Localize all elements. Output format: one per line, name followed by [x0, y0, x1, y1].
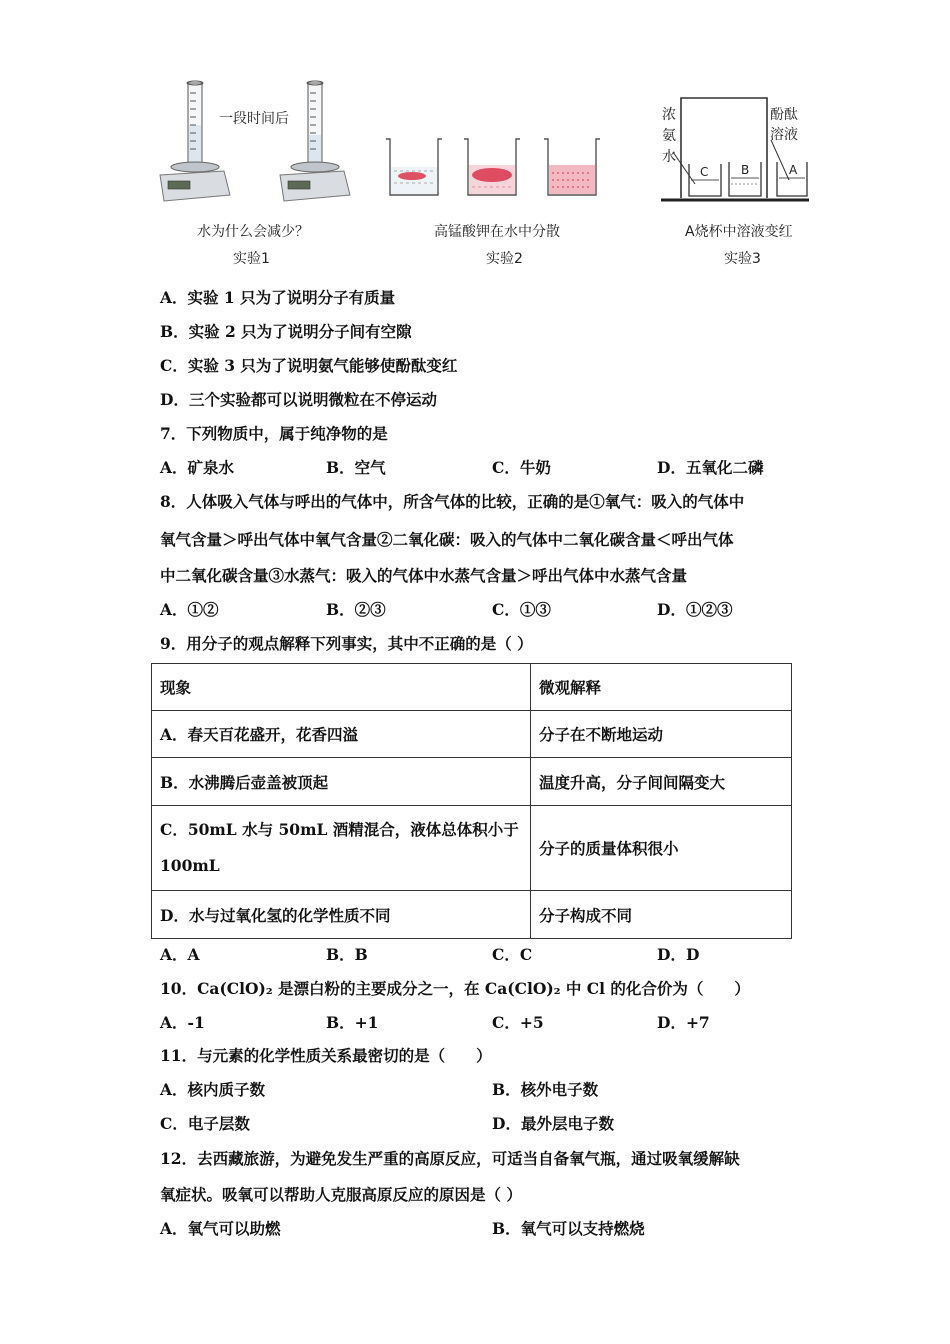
table-cell: D．水与过氧化氢的化学性质不同 [152, 891, 531, 939]
exp2-caption: 高锰酸钾在水中分散 [434, 224, 560, 240]
q8-option-a: A．①② [160, 600, 219, 619]
beaker-c-label: C [700, 165, 709, 179]
table-cell: B．水沸腾后壶盖被顶起 [152, 758, 531, 806]
table-row [152, 891, 792, 939]
q9-stem: 9．用分子的观点解释下列事实，其中不正确的是（ ） [160, 634, 533, 653]
table-cell: 分子的质量体积很小 [531, 806, 792, 891]
exp1-label: 实验1 [233, 251, 270, 267]
q8-option-c: C．①③ [492, 600, 551, 619]
exp1-caption: 水为什么会减少？ [197, 224, 309, 240]
q9-option-b: B．B [326, 945, 368, 964]
exp3-left-label: 浓 氨 水 [662, 107, 676, 165]
q10-stem: 10．Ca(ClO)₂ 是漂白粉的主要成分之一，在 Ca(ClO)₂ 中 Cl 的化合价为（ ） [160, 979, 750, 998]
table-row [152, 806, 792, 891]
exp2-label: 实验2 [486, 251, 523, 267]
q8-stem-line-3: 中二氧化碳含量③水蒸气：吸入的气体中水蒸气含量＞呼出气体中水蒸气含量 [160, 566, 688, 585]
table-header-cell: 微观解释 [531, 664, 792, 711]
beaker-b-label: B [741, 163, 750, 177]
q12-stem-line-2: 氧症状。吸氧可以帮助人克服高原反应的原因是（ ） [160, 1185, 522, 1204]
q6-option-c: C．实验 3 只为了说明氨气能够使酚酞变红 [160, 356, 458, 375]
beaker-a-label: A [789, 163, 798, 177]
exp3-label: 实验3 [724, 251, 761, 267]
beaker-icon [464, 139, 520, 195]
q9-option-c: C．C [492, 945, 533, 964]
q10-option-a: A．-1 [160, 1013, 205, 1032]
q8-stem-line-2: 氧气含量＞呼出气体中氧气含量②二氧化碳：吸入的气体中二氧化碳含量＜呼出气体 [160, 530, 734, 549]
q6-option-d: D．三个实验都可以说明微粒在不停运动 [160, 390, 437, 409]
table-header-row [152, 664, 792, 711]
table-cell: C．50mL 水与 50mL 酒精混合，液体总体积小于 100mL [152, 806, 531, 891]
table-row [152, 758, 792, 806]
balance-scale-icon [280, 162, 350, 201]
q7-option-b: B．空气 [326, 458, 386, 477]
table-cell: 分子构成不同 [531, 891, 792, 939]
q7-option-c: C．牛奶 [492, 458, 551, 477]
q12-option-a: A．氧气可以助燃 [160, 1219, 281, 1238]
balance-scale-icon [160, 162, 230, 201]
q7-stem: 7．下列物质中，属于纯净物的是 [160, 424, 388, 443]
cylinder-icon [307, 81, 323, 163]
q7-option-d: D．五氧化二磷 [657, 458, 764, 477]
q9-table [151, 663, 792, 939]
exp3-right-label: 酚酞 溶液 [770, 107, 798, 143]
beaker-icon [386, 139, 442, 195]
q8-stem-line-1: 8．人体吸入气体与呼出的气体中，所含气体的比较，正确的是①氧气：吸入的气体中 [160, 492, 745, 511]
cylinder-icon [187, 81, 203, 163]
q9-option-d: D．D [657, 945, 700, 964]
table-cell: 分子在不断地运动 [531, 711, 792, 758]
q12-stem-line-1: 12．去西藏旅游，为避免发生严重的高原反应，可适当自备氧气瓶，通过吸氧缓解缺 [160, 1149, 740, 1168]
q10-option-d: D．+7 [657, 1013, 710, 1032]
q10-option-b: B．+1 [326, 1013, 379, 1032]
exp3-caption: A烧杯中溶液变红 [685, 224, 793, 240]
q11-option-a: A．核内质子数 [160, 1080, 266, 1099]
q11-option-d: D．最外层电子数 [492, 1114, 614, 1133]
q8-option-b: B．②③ [326, 600, 386, 619]
q7-option-a: A．矿泉水 [160, 458, 235, 477]
q10-option-c: C．+5 [492, 1013, 544, 1032]
q11-option-b: B．核外电子数 [492, 1080, 599, 1099]
q11-option-c: C．电子层数 [160, 1114, 250, 1133]
table-cell: A．春天百花盛开，花香四溢 [152, 711, 531, 758]
table-header-cell: 现象 [152, 664, 531, 711]
q9-option-a: A．A [160, 945, 200, 964]
table-cell: 温度升高，分子间间隔变大 [531, 758, 792, 806]
q11-stem: 11．与元素的化学性质关系最密切的是（ ） [160, 1046, 492, 1065]
q8-option-d: D．①②③ [657, 600, 733, 619]
table-row [152, 711, 792, 758]
beaker-icon [544, 139, 600, 195]
experiment-1-figure [150, 75, 360, 210]
exp1-annotation: 一段时间后 [219, 111, 289, 127]
experiment-2-figure [380, 135, 610, 205]
q6-option-a: A．实验 1 只为了说明分子有质量 [160, 288, 396, 307]
q12-option-b: B．氧气可以支持燃烧 [492, 1219, 645, 1238]
q6-option-b: B．实验 2 只为了说明分子间有空隙 [160, 322, 412, 341]
